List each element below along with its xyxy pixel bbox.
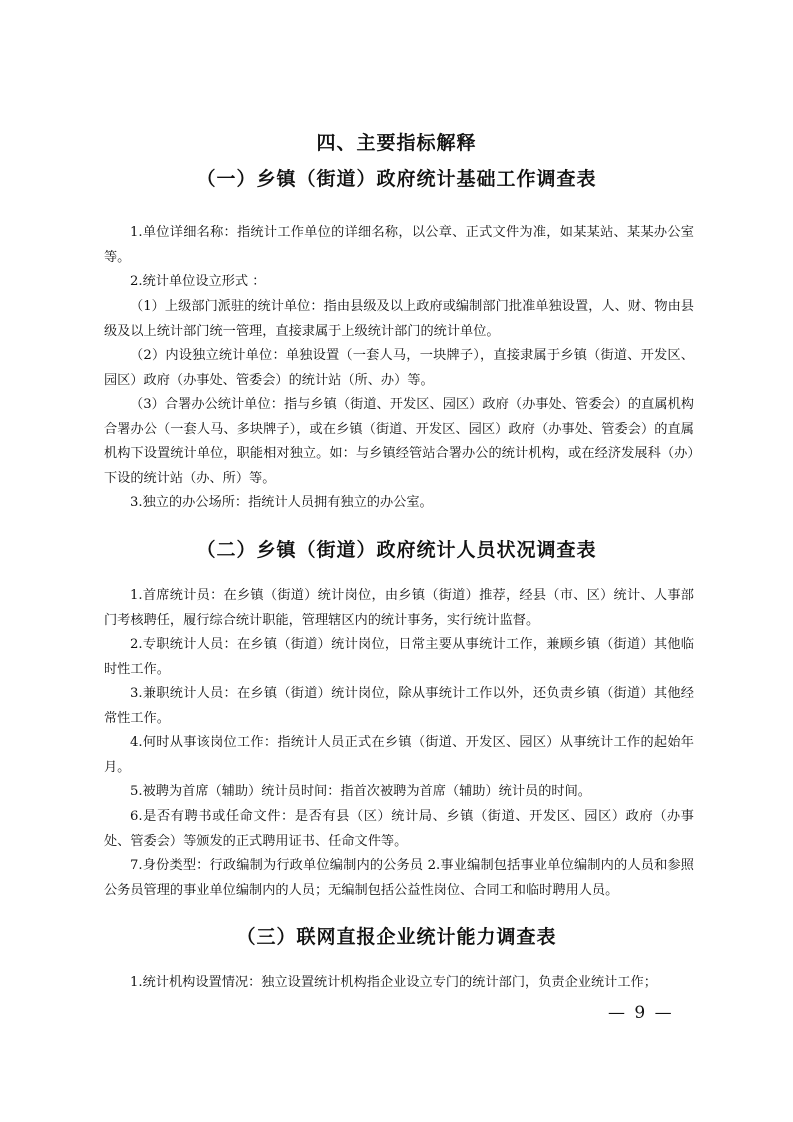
paragraph: 2.统计单位设立形式 ： — [130, 274, 266, 289]
page-number: — 9 — — [608, 1003, 674, 1023]
paragraph: 6.是否有聘书或任命文件：是否有县（区）统计局、乡镇（街道、开发区、园区）政府（办事处、管委会）等颁发的正式聘用证书、任命文件等。 — [104, 809, 694, 849]
paragraph: （1）上级部门派驻的统计单位：指由县级及以上政府或编制部门批准单独设置，人、财、物由县级及以上统计部门统一管理，直接隶属于上级统计部门的统计单位。 — [104, 299, 694, 339]
paragraph: 3.独立的办公场所：指统计人员拥有独立的办公室。 — [130, 495, 433, 510]
section-title-3: （三）联网直报企业统计能力调查表 — [236, 926, 557, 948]
paragraph: 2.专职统计人员：在乡镇（街道）统计岗位，日常主要从事统计工作，兼顾乡镇（街道）其他临时性工作。 — [104, 637, 694, 677]
section-title-2: （二）乡镇（街道）政府统计人员状况调查表 — [196, 539, 597, 561]
paragraph: （2）内设独立统计单位：单独设置（一套人马，一块牌子），直接隶属于乡镇（街道、开发区、园区）政府（办事处、管委会）的统计站（所、办）等。 — [104, 348, 694, 388]
section-title-1: （一）乡镇（街道）政府统计基础工作调查表 — [196, 168, 597, 190]
paragraph: 1.单位详细名称：指统计工作单位的详细名称，以公章、正式文件为准，如某某站、某某办公室等。 — [104, 225, 694, 265]
paragraph: 5.被聘为首席（辅助）统计员时间：指首次被聘为首席（辅助）统计员的时间。 — [130, 784, 591, 799]
paragraph: 1.统计机构设置情况：独立设置统计机构指企业设立专门的统计部门，负责企业统计工作； — [130, 975, 657, 990]
paragraph: 7.身份类型：行政编制为行政单位编制内的公务员 2.事业编制包括事业单位编制内的人员和参照公务员管理的事业单位编制内的人员；无编制包括公益性岗位、合同工和临时聘用人员。 — [104, 858, 694, 898]
paragraph: （3）合署办公统计单位：指与乡镇（街道、开发区、园区）政府（办事处、管委会）的直属机构合署办公（一套人马、多块牌子），或在乡镇（街道、开发区、园区）政府（办事处、管委会）的直属机构下设置统计单位，职能相对独立。如：与乡镇经管站合署办公的统计机构，或在经济发展科（办）下设的统计站（办、所）等。 — [104, 397, 694, 486]
main-title: 四、主要指标解释 — [316, 132, 477, 154]
paragraph: 4.何时从事该岗位工作：指统计人员正式在乡镇（街道、开发区、园区）从事统计工作的起始年月。 — [104, 735, 694, 775]
paragraph: 1.首席统计员：在乡镇（街道）统计岗位，由乡镇（街道）推荐，经县（市、区）统计、人事部门考核聘任，履行综合统计职能，管理辖区内的统计事务，实行统计监督。 — [104, 588, 694, 628]
paragraph: 3.兼职统计人员：在乡镇（街道）统计岗位，除从事统计工作以外，还负责乡镇（街道）其他经常性工作。 — [104, 686, 694, 726]
